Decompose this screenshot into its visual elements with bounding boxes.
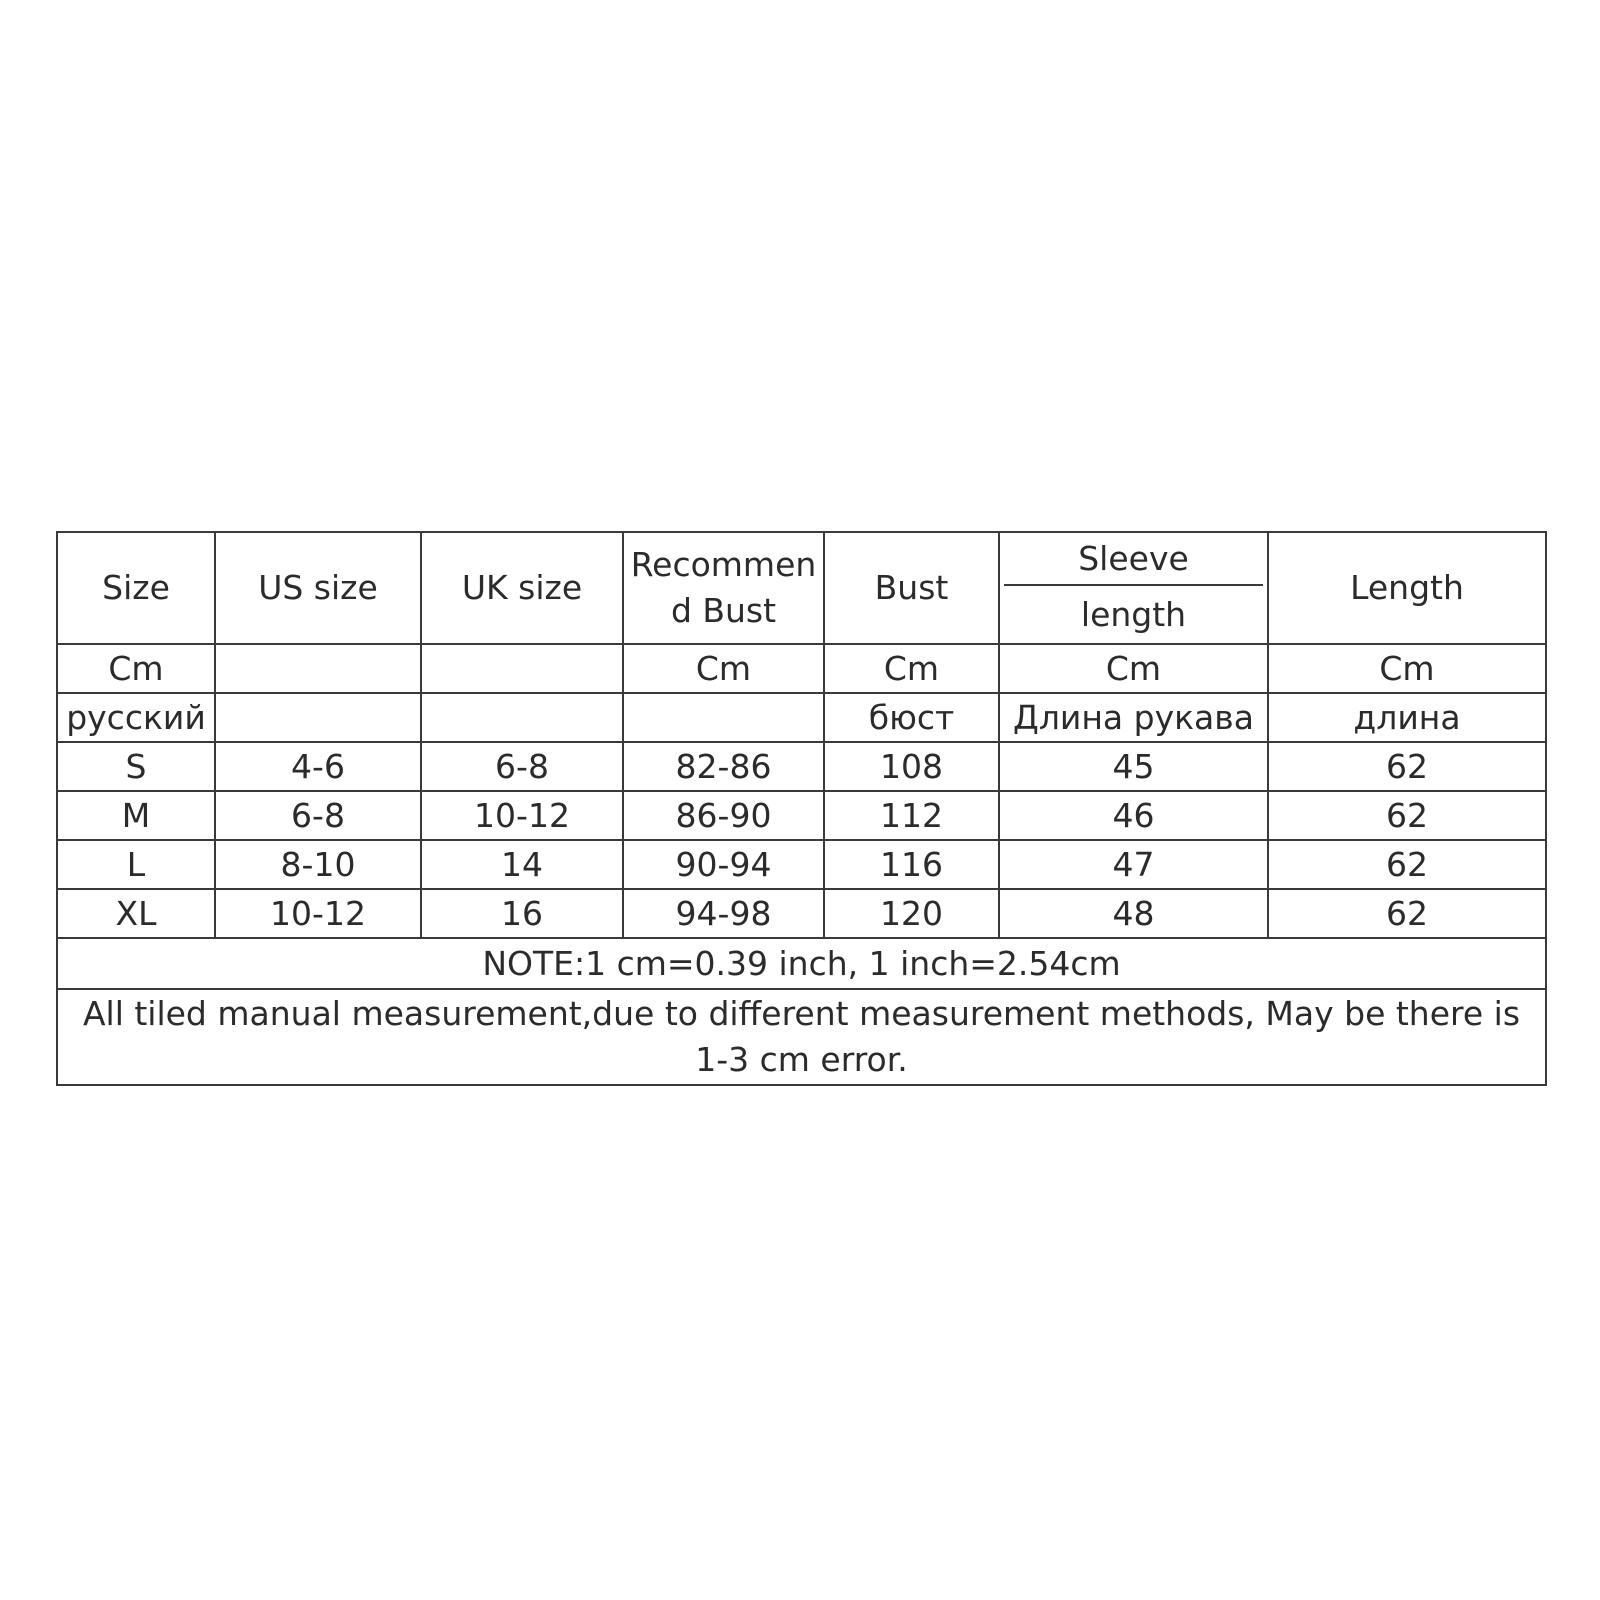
header-row: [57, 532, 1546, 644]
recommended-bust-cell: 82-86: [623, 742, 824, 791]
sleeve-length-cell: 47: [999, 840, 1268, 889]
measurement-disclaimer: All tiled manual measurement,due to different measurement methods, May be there is 1-3 cm error.: [57, 989, 1546, 1085]
size-cell: XL: [57, 889, 215, 938]
table-row: [57, 791, 1546, 840]
bust-cell: 108: [824, 742, 999, 791]
size-cell: L: [57, 840, 215, 889]
russian-cell: русский: [57, 693, 215, 742]
header-size: Size: [57, 532, 215, 644]
note-row: [57, 938, 1546, 989]
table-row: [57, 742, 1546, 791]
bust-cell: 112: [824, 791, 999, 840]
table-row: [57, 889, 1546, 938]
russian-cell: Длина рукава: [999, 693, 1268, 742]
unit-cell: Cm: [1268, 644, 1546, 693]
bust-cell: 116: [824, 840, 999, 889]
length-cell: 62: [1268, 791, 1546, 840]
header-sleeve-bottom: length: [1080, 595, 1187, 634]
recommended-bust-cell: 94-98: [623, 889, 824, 938]
conversion-note: NOTE:1 cm=0.39 inch, 1 inch=2.54cm: [57, 938, 1546, 989]
length-cell: 62: [1268, 742, 1546, 791]
russian-cell: бюст: [824, 693, 999, 742]
header-sleeve-top: Sleeve: [1004, 533, 1263, 586]
header-bust: Bust: [824, 532, 999, 644]
size-cell: S: [57, 742, 215, 791]
table-row: [57, 840, 1546, 889]
sleeve-length-cell: 45: [999, 742, 1268, 791]
russian-cell: длина: [1268, 693, 1546, 742]
unit-cell: [215, 644, 421, 693]
us-size-cell: 8-10: [215, 840, 421, 889]
uk-size-cell: 10-12: [421, 791, 623, 840]
header-us-size: US size: [215, 532, 421, 644]
size-cell: M: [57, 791, 215, 840]
uk-size-cell: 16: [421, 889, 623, 938]
header-length: Length: [1268, 532, 1546, 644]
unit-cell: Cm: [999, 644, 1268, 693]
russian-cell: [421, 693, 623, 742]
sleeve-length-cell: 46: [999, 791, 1268, 840]
us-size-cell: 10-12: [215, 889, 421, 938]
unit-cell: Cm: [57, 644, 215, 693]
us-size-cell: 6-8: [215, 791, 421, 840]
length-cell: 62: [1268, 840, 1546, 889]
unit-cell: [421, 644, 623, 693]
russian-cell: [623, 693, 824, 742]
units-row: [57, 644, 1546, 693]
length-cell: 62: [1268, 889, 1546, 938]
uk-size-cell: 6-8: [421, 742, 623, 791]
us-size-cell: 4-6: [215, 742, 421, 791]
bust-cell: 120: [824, 889, 999, 938]
header-recommended-bust: Recommend Bust: [623, 532, 824, 644]
recommended-bust-cell: 90-94: [623, 840, 824, 889]
sleeve-length-cell: 48: [999, 889, 1268, 938]
header-uk-size: UK size: [421, 532, 623, 644]
header-sleeve-length: [999, 532, 1268, 644]
russian-labels-row: [57, 693, 1546, 742]
size-chart-table: [56, 531, 1547, 1086]
disclaimer-row: [57, 989, 1546, 1085]
recommended-bust-cell: 86-90: [623, 791, 824, 840]
unit-cell: Cm: [623, 644, 824, 693]
russian-cell: [215, 693, 421, 742]
uk-size-cell: 14: [421, 840, 623, 889]
unit-cell: Cm: [824, 644, 999, 693]
